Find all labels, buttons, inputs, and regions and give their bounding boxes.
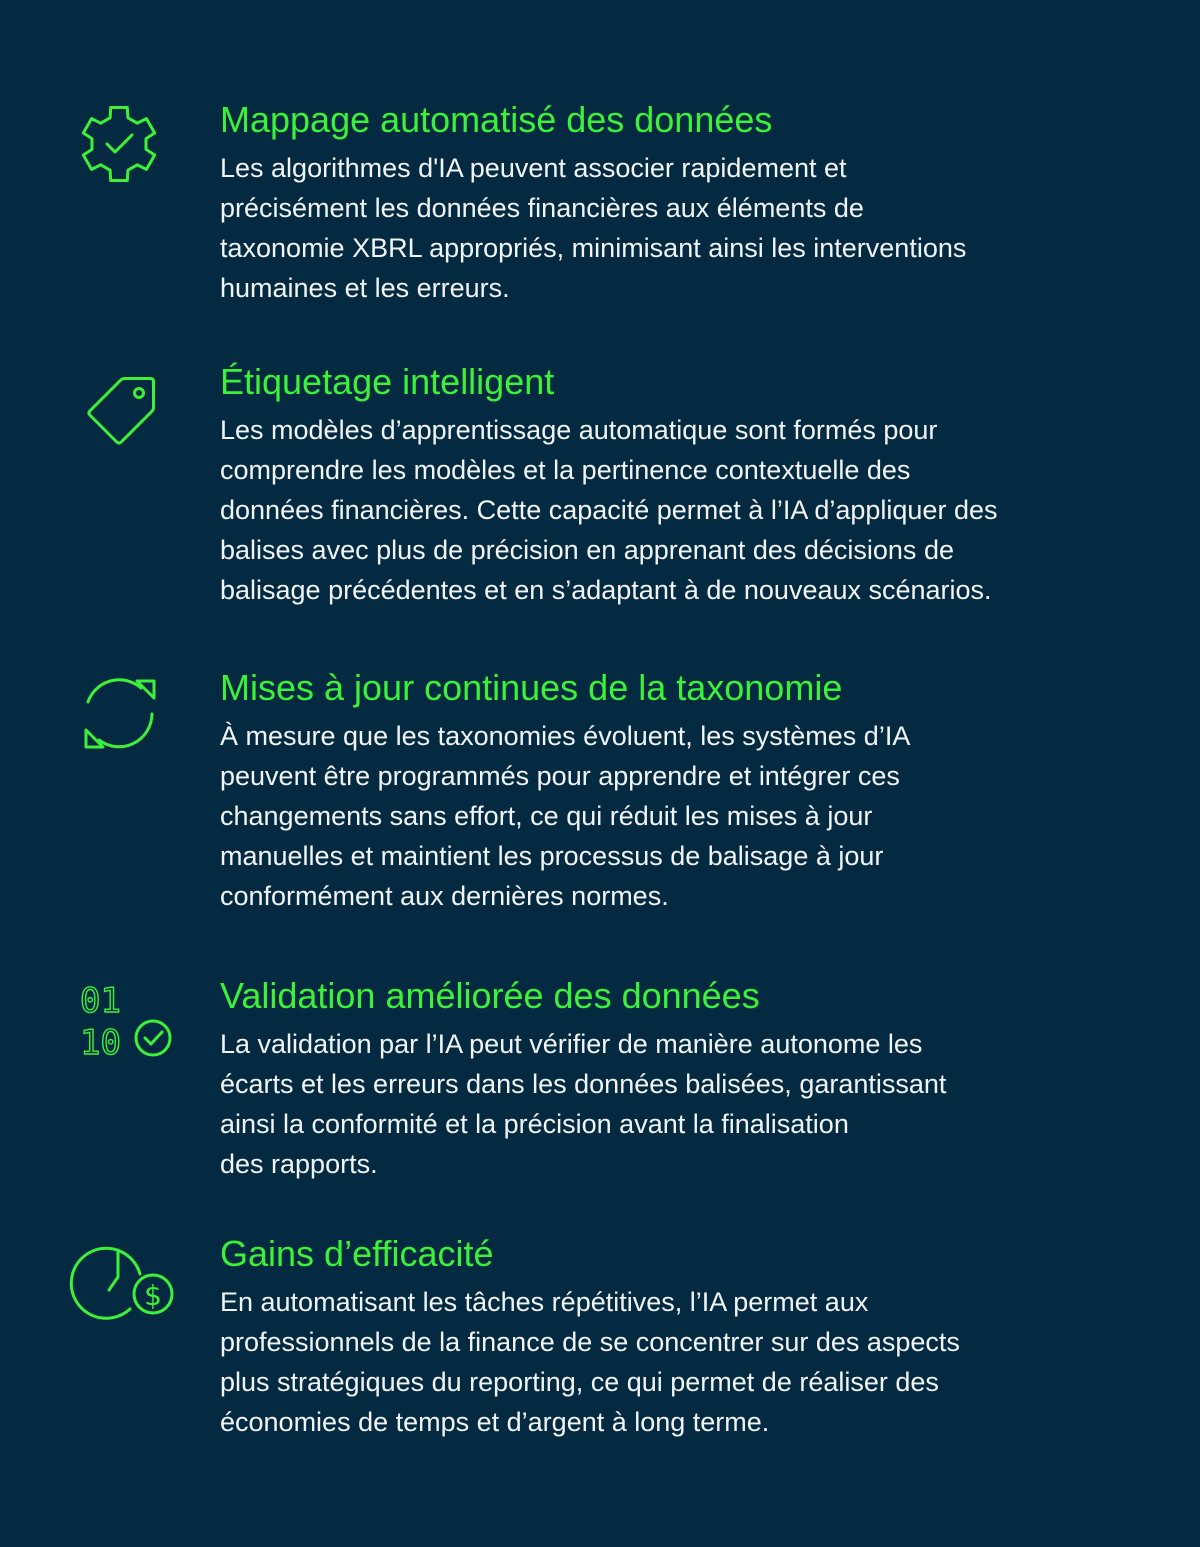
feature-title: Gains d’efficacité: [220, 1233, 494, 1274]
feature-description: La validation par l’IA peut vérifier de manière autonome les écarts et les erreurs dans les données balisées, garantissant ainsi la conformité et la précision avant la finalisation des rapports.: [220, 1029, 947, 1179]
feature-description: À mesure que les taxonomies évoluent, les systèmes d’IA peuvent être programmés pour apprendre et intégrer ces changements sans effort, ce qui réduit les mises à jour manuelles et maintient les processus de balisage à jour conformément aux dernières normes.: [220, 721, 911, 911]
feature-description: Les modèles d’apprentissage automatique sont formés pour comprendre les modèles et la pertinence contextuelle des données financières. Cette capacité permet à l’IA d’appliquer des balises avec plus de précision en apprenant des décisions de balisage précédentes et en s’adaptant à de nouveaux scénarios.: [220, 415, 998, 605]
feature-title: Mises à jour continues de la taxonomie: [220, 667, 843, 708]
binary-digits-bottom: 10: [80, 1023, 121, 1063]
binary-check-icon: [78, 976, 178, 1066]
refresh-icon: [78, 672, 178, 762]
feature-title: Mappage automatisé des données: [220, 99, 773, 140]
feature-description: Les algorithmes d'IA peuvent associer rapidement et précisément les données financières aux éléments de taxonomie XBRL appropriés, minimisant ainsi les interventions humaines et les erreurs.: [220, 153, 967, 303]
tag-icon: [78, 370, 178, 460]
dollar-sign: $: [144, 1279, 162, 1312]
gear-check-icon: [78, 104, 178, 194]
feature-title: Validation améliorée des données: [220, 975, 760, 1016]
clock-dollar-icon: [78, 1242, 178, 1332]
feature-description: En automatisant les tâches répétitives, l’IA permet aux professionnels de la finance de se concentrer sur des aspects plus stratégiques du reporting, ce qui permet de réaliser des économies de temps et d’argent à long terme.: [220, 1287, 960, 1437]
feature-title: Étiquetage intelligent: [220, 361, 555, 402]
binary-digits-top: 01: [80, 981, 121, 1021]
